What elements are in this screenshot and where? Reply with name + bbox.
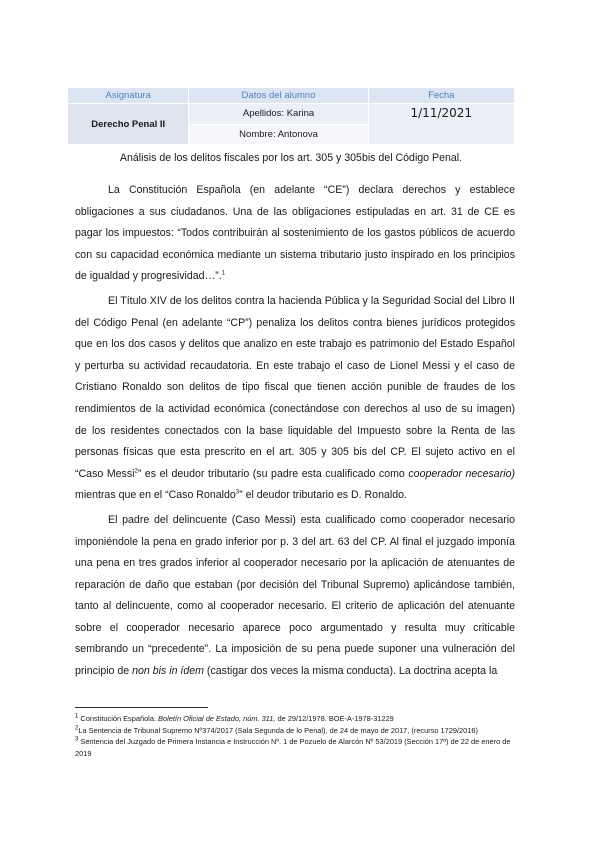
col-date-header: Fecha <box>368 88 514 104</box>
footnote-2-text: La Sentencia de Tribunal Supremo Nº374/2017 (Sala Segunda de lo Penal), de 24 de mayo de 2017, (recurso 1729/2016) <box>78 725 478 735</box>
col-student-header: Datos del alumno <box>189 88 368 104</box>
header-table <box>67 87 515 145</box>
footnote-1-text-a: Constitución Española. <box>78 714 159 723</box>
footnote-3-text: Sentencia del Juzgado de Primera Instancia e Instrucción Nº. 1 de Pozuelo de Alarcón Nº 53/2019 (Sección 17ª) de 22 de enero de 2019 <box>75 737 511 758</box>
paragraph-3-text-b: (castigar dos veces la misma conducta). La doctrina acepta la <box>203 665 498 678</box>
footnote-2 <box>75 725 515 737</box>
footnote-1-emphasis: Boletín Oficial de Estado, núm. 311, <box>158 714 276 723</box>
document-body <box>75 180 515 686</box>
footnote-1-number: 1 <box>75 713 79 720</box>
footnote-2-number: 2 <box>75 725 79 732</box>
col-subject-header: Asignatura <box>68 88 189 104</box>
paragraph-2 <box>75 291 515 507</box>
date-cell: 1/11/2021 <box>368 104 514 145</box>
paragraph-3-text-a: El padre del delincuente (Caso Messi) esta cualificado como cooperador necesario imponiéndole la pena en grado inferior por p. 3 del art. 63 del CP. Al final el juzgado imponía una pena en tres grados inferior al cooperador necesario por la aplicación de atenuantes de reparación de daño que estaban (por decisión del Tribunal Supremo) aplicándose también, tanto al delincuente, como al cooperador necesario. El criterio de aplicación del atenuante sobre el cooperador necesario aparece poco argumentado y resulta muy criticable sembrando un “precedente”. La imposición de su pena puede suponer una vulneración del principio de <box>75 513 515 678</box>
paragraph-2-text-c: mientras que en el “Caso Ronaldo <box>75 489 236 502</box>
paragraph-2-text-d: ” el deudor tributario es D. Ronaldo. <box>239 489 407 502</box>
surname-cell: Apellidos: Karina <box>189 104 368 125</box>
name-cell: Nombre: Antonova <box>189 124 368 145</box>
footnote-3-number: 3 <box>75 736 79 743</box>
paragraph-3 <box>75 510 515 683</box>
paragraph-2-text-a: El Título XIV de los delitos contra la hacienda Pública y la Seguridad Social del Libro II del Código Penal (en adelante “CP”) penaliza los delitos contra bienes jurídicos protegidos que en los dos casos y delitos que analizo en este trabajo es patrimonio del Estado Español y perturba su actividad recaudatoria. En este trabajo el caso de Lionel Messi y el caso de Cristiano Ronaldo son delitos de tipo fiscal que tienen acción punible de fraudes de los rendimientos de la actividad económica (conectándose con derechos al uso de su imagen) de los residentes conectados con la base liquidable del Impuesto sobre la Renta de las personas físicas que esta prescrito en el art. 305 y 305 bis del CP. El sujeto activo en el “Caso Messi <box>75 294 515 480</box>
paragraph-1-text: La Constitución Española (en adelante “CE”) declara derechos y establece obligaciones a sus ciudadanos. Una de las obligaciones estipuladas en art. 31 de CE es pagar los impuestos: “Todos contribuirán al sostenimiento de los gastos públicos de acuerdo con su capacidad económica mediante un sistema tributario justo inspirado en los principios de igualdad y progresividad…”. <box>75 184 515 283</box>
paragraph-2-emphasis: cooperador necesario) <box>408 467 515 480</box>
document-title: Análisis de los delitos fiscales por los art. 305 y 305bis del Código Penal. <box>119 152 463 164</box>
footnote-1-text-b: de 29/12/1978. BOE-A-1978-31229 <box>275 714 394 723</box>
paragraph-3-emphasis: non bis in ídem <box>132 665 204 678</box>
paragraph-2-text-b: ” es el deudor tributario (su padre esta cualificado como <box>137 467 409 480</box>
footnote-1 <box>75 713 515 725</box>
footnote-ref-2: 2 <box>134 468 138 475</box>
footnote-3 <box>75 736 515 759</box>
footnotes <box>75 713 515 759</box>
paragraph-1 <box>75 180 515 288</box>
footnote-ref-3: 3 <box>235 489 240 496</box>
subject-cell: Derecho Penal II <box>68 104 189 145</box>
footnote-separator <box>75 707 208 708</box>
footnote-ref-1: 1 <box>221 270 225 277</box>
